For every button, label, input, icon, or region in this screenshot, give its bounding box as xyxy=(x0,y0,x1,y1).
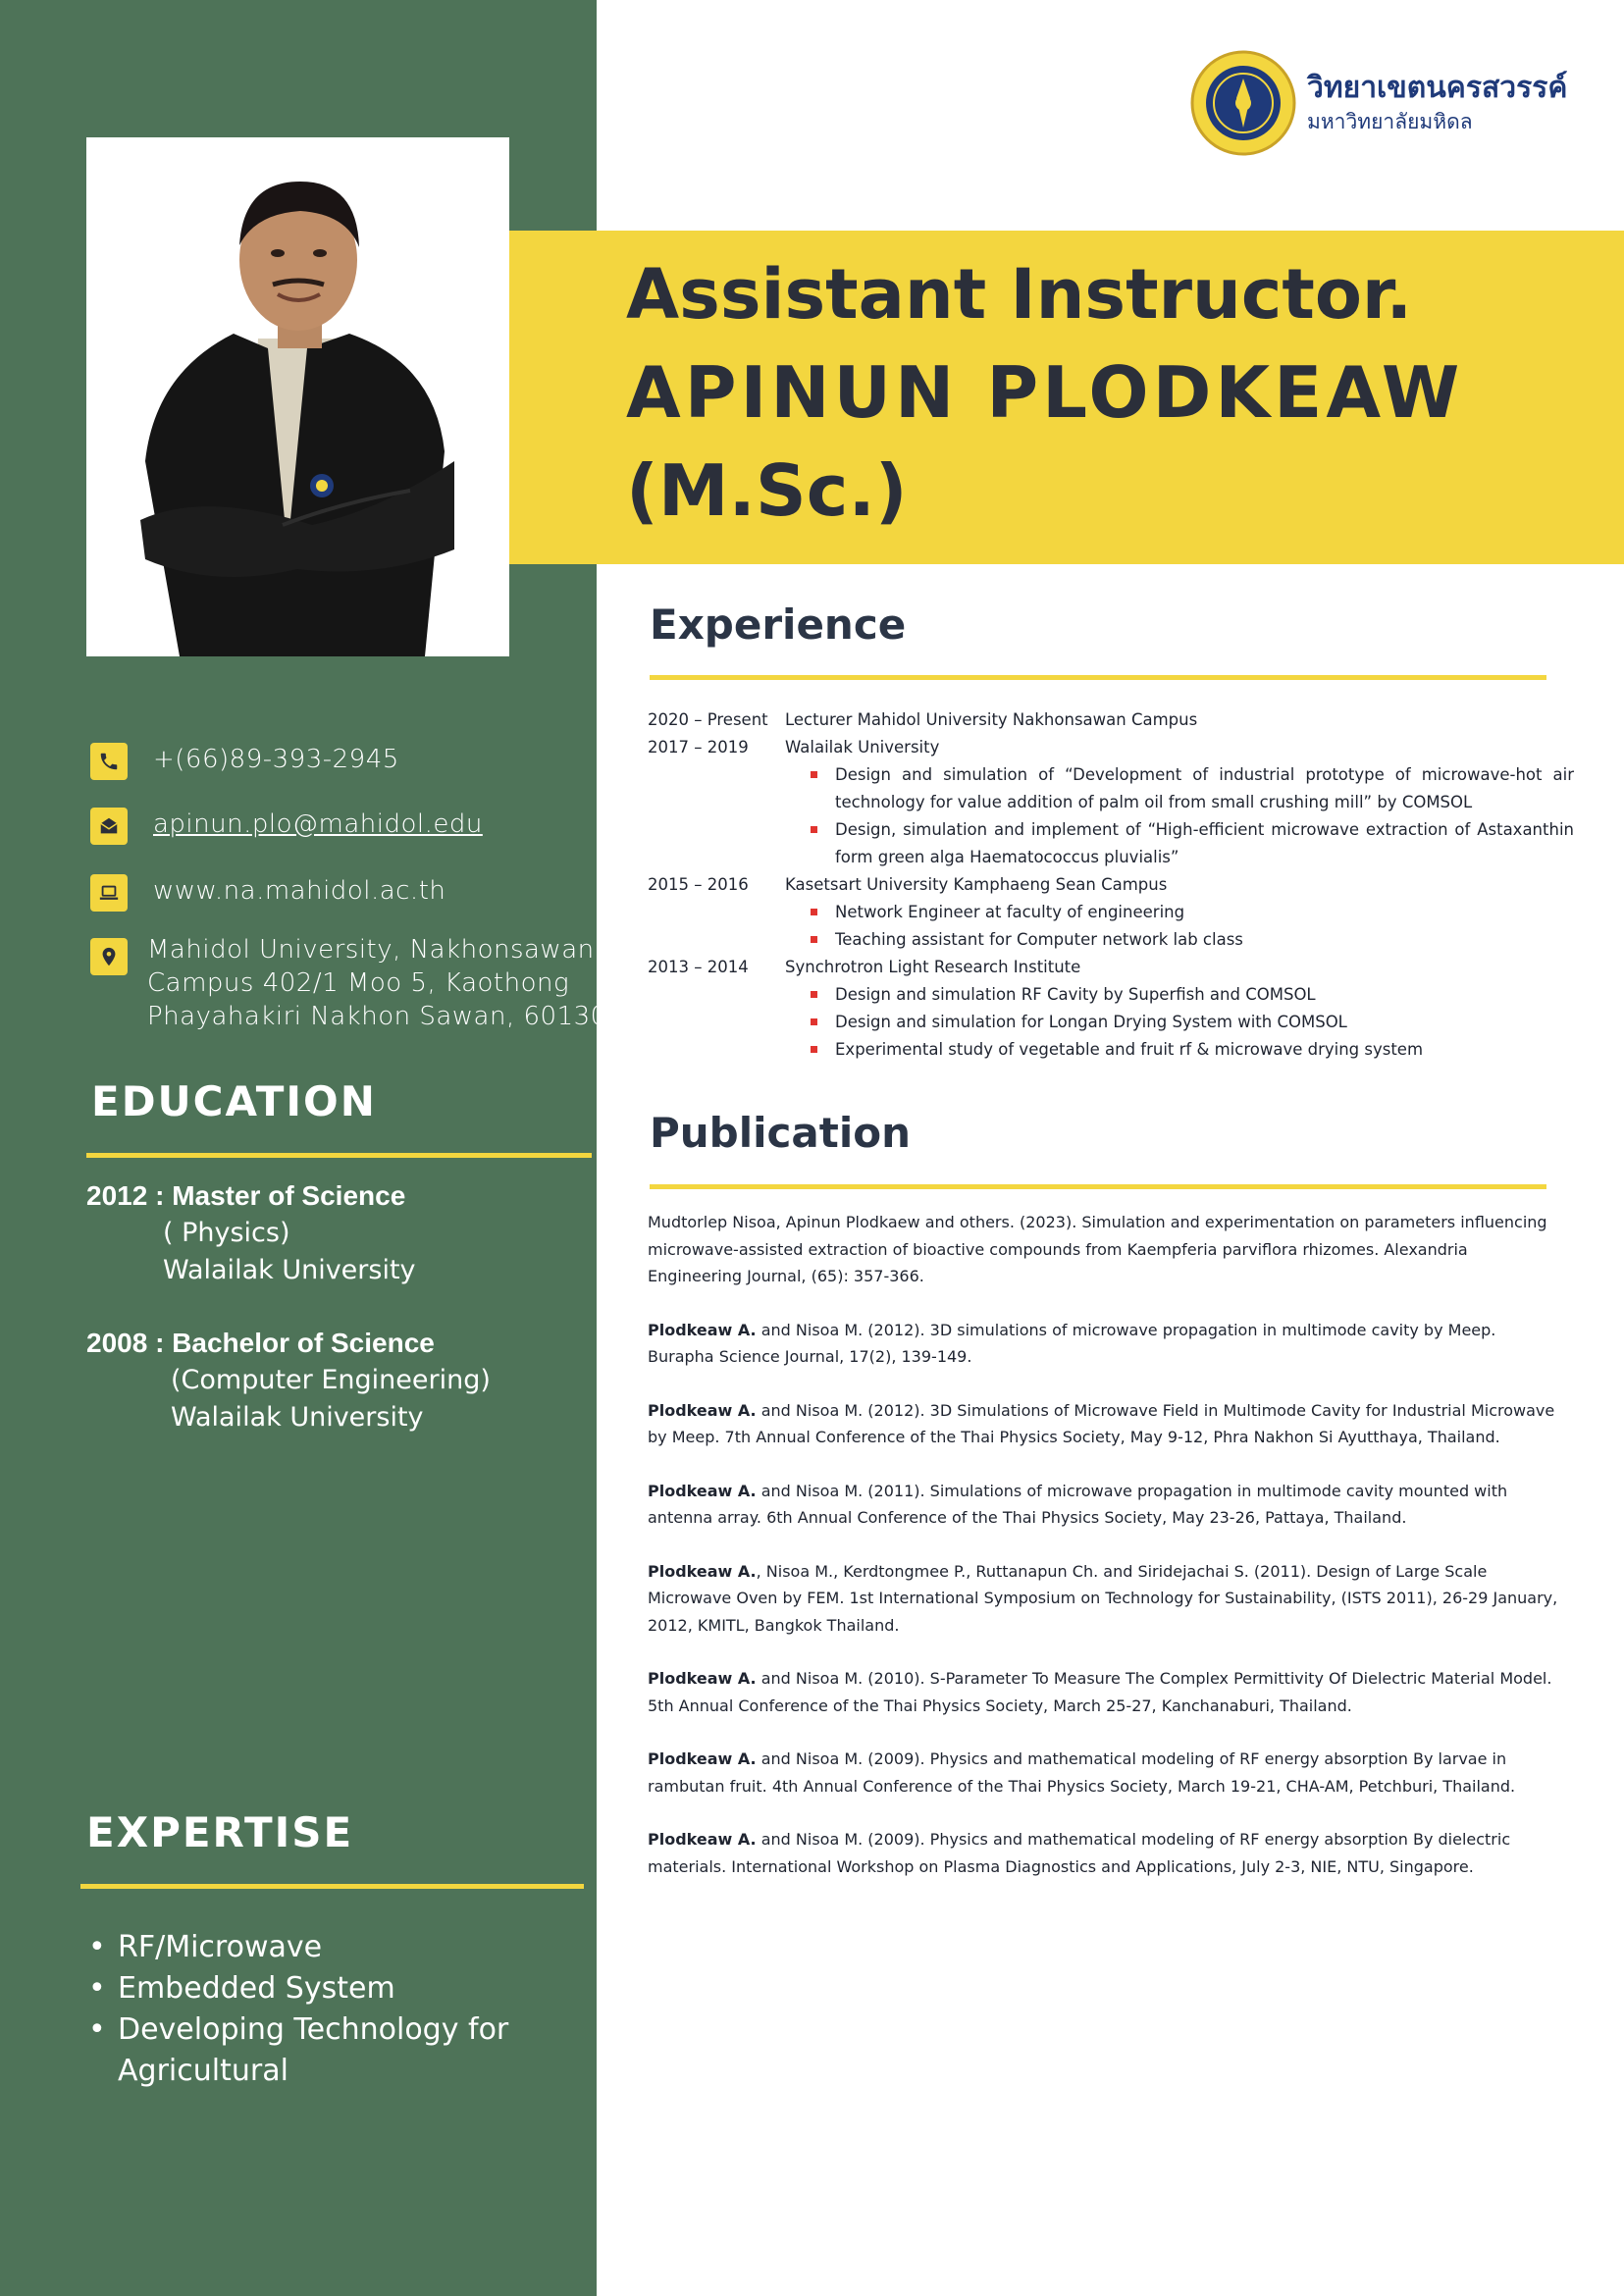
phone-icon xyxy=(90,743,128,780)
education-degree: Bachelor of Science xyxy=(172,1328,435,1358)
publication-text: and Nisoa M. (2012). 3D simulations of microwave propagation in multimode cavity by Meep. Burapha Science Journal, 17(2), 139-149. xyxy=(648,1320,1496,1366)
education-field: ( Physics) xyxy=(163,1218,290,1248)
experience-entry xyxy=(648,871,1574,899)
location-pin-icon xyxy=(90,938,128,975)
publication-text: , Nisoa M., Kerdtongmee P., Ruttanapun Ch. and Siridejachai S. (2011). Design of Large Scale Microwave Oven by FEM. 1st International Symposium on Technology for Sustainability, (ISTS 2011), 26-29 January, 2012, KMITL, Bangkok Thailand. xyxy=(648,1561,1558,1635)
experience-bullet xyxy=(648,761,1574,816)
experience-entry xyxy=(648,734,1574,761)
mail-icon xyxy=(90,808,128,845)
experience-divider xyxy=(650,675,1546,680)
education-school: Walailak University xyxy=(171,1402,424,1433)
experience-bullet-text: Design and simulation for Longan Drying System with COMSOL xyxy=(835,1013,1347,1031)
publication-item xyxy=(648,1826,1560,1880)
education-year: 2008 : xyxy=(86,1328,165,1358)
education-item xyxy=(86,1177,416,1289)
experience-entry xyxy=(648,954,1574,981)
publication-text: and Nisoa M. (2012). 3D Simulations of Microwave Field in Multimode Cavity for Industrial Microwave by Meep. 7th Annual Conference of the Thai Physics Society, May 9-12, Phra Nakhon Si Ayutthaya, Thailand. xyxy=(648,1400,1555,1446)
bullet-square-icon xyxy=(811,991,817,998)
publication-text: and Nisoa M. (2009). Physics and mathematical modeling of RF energy absorption By larvae in rambutan fruit. 4th Annual Conference of the Thai Physics Society, March 19-21, CHA-AM, Petchburi, Thailand. xyxy=(648,1749,1516,1796)
education-school: Walailak University xyxy=(163,1255,416,1285)
experience-list xyxy=(648,706,1574,1064)
publication-author: Plodkeaw A. xyxy=(648,1669,757,1688)
expertise-item: • Developing Technology for xyxy=(88,2009,559,2051)
experience-bullet xyxy=(648,926,1574,954)
experience-org: Kasetsart University Kamphaeng Sean Campus xyxy=(785,875,1168,894)
education-heading: EDUCATION xyxy=(91,1077,377,1125)
education-year: 2012 : xyxy=(86,1180,165,1211)
publication-author: Plodkeaw A. xyxy=(648,1400,757,1420)
publication-item xyxy=(648,1209,1560,1290)
publication-divider xyxy=(650,1184,1546,1189)
experience-org: Walailak University xyxy=(785,738,940,757)
address-line: Campus 402/1 Moo 5, Kaothong xyxy=(147,968,570,998)
profile-photo xyxy=(86,137,509,656)
publication-author: Plodkeaw A. xyxy=(648,1749,757,1768)
education-field: (Computer Engineering) xyxy=(171,1365,491,1395)
logo-university-name: มหาวิทยาลัยมหิดล xyxy=(1307,110,1473,133)
contact-website xyxy=(90,874,445,912)
experience-period: 2015 – 2016 xyxy=(648,875,749,894)
expertise-list xyxy=(88,1927,559,2092)
laptop-icon xyxy=(90,874,128,912)
experience-period: 2013 – 2014 xyxy=(648,958,749,976)
publication-item xyxy=(648,1317,1560,1371)
education-divider xyxy=(86,1153,592,1158)
contact-email xyxy=(90,808,483,845)
experience-bullet xyxy=(648,1036,1574,1064)
experience-bullet xyxy=(648,816,1574,871)
publication-item xyxy=(648,1746,1560,1800)
experience-bullet xyxy=(648,1009,1574,1036)
experience-bullet-text: Design, simulation and implement of “High-efficient microwave extraction of Astaxanthin form green alga Haematococcus pluvialis” xyxy=(835,820,1574,866)
experience-bullet-text: Design and simulation RF Cavity by Superfish and COMSOL xyxy=(835,985,1316,1004)
publication-item xyxy=(648,1478,1560,1532)
expertise-divider xyxy=(80,1884,584,1889)
expertise-item: • RF/Microwave xyxy=(88,1927,559,1968)
address-text xyxy=(147,933,607,1033)
experience-entry xyxy=(648,706,1574,734)
experience-period: 2020 – Present xyxy=(648,710,768,729)
email-link[interactable]: apinun.plo@mahidol.edu xyxy=(153,809,483,839)
publication-item xyxy=(648,1558,1560,1640)
job-title: Assistant Instructor. xyxy=(626,254,1413,335)
experience-org: Lecturer Mahidol University Nakhonsawan Campus xyxy=(785,710,1198,729)
website-link[interactable]: www.na.mahidol.ac.th xyxy=(153,876,446,906)
university-seal-icon xyxy=(1189,49,1297,157)
experience-period: 2017 – 2019 xyxy=(648,738,749,757)
education-item xyxy=(86,1325,491,1436)
university-logo-text xyxy=(1307,70,1567,136)
contact-address xyxy=(90,933,607,1033)
publication-text: Mudtorlep Nisoa, Apinun Plodkaew and others. (2023). Simulation and experimentation on parameters influencing microwave-assisted extraction of bioactive compounds from Kaempferia parviflora rhizomes. Alexandria Engineering Journal, (65): 357-366. xyxy=(648,1213,1547,1285)
bullet-square-icon xyxy=(811,909,817,915)
address-line: Phayahakiri Nakhon Sawan, 60130 xyxy=(147,1002,607,1031)
publication-item xyxy=(648,1665,1560,1719)
university-logo xyxy=(1189,49,1567,157)
publication-text: and Nisoa M. (2010). S-Parameter To Measure The Complex Permittivity Of Dielectric Material Model. 5th Annual Conference of the Thai Physics Society, March 25-27, Kanchanaburi, Thailand. xyxy=(648,1669,1552,1715)
experience-bullet-text: Design and simulation of “Development of industrial prototype of microwave-hot air technology for value addition of palm oil from small crushing mill” by COMSOL xyxy=(835,765,1574,811)
publication-list xyxy=(648,1209,1560,1906)
person-name: APINUN PLODKEAW xyxy=(626,351,1464,434)
expertise-item: • Embedded System xyxy=(88,1968,559,2009)
publication-text: and Nisoa M. (2011). Simulations of microwave propagation in multimode cavity mounted with antenna array. 6th Annual Conference of the Thai Physics Society, May 23-26, Pattaya, Thailand. xyxy=(648,1481,1508,1527)
bullet-square-icon xyxy=(811,936,817,943)
expertise-item-continued: Agricultural xyxy=(118,2054,288,2088)
experience-bullet xyxy=(648,899,1574,926)
publication-author: Plodkeaw A. xyxy=(648,1830,757,1849)
experience-heading: Experience xyxy=(650,600,907,649)
expertise-heading: EXPERTISE xyxy=(86,1808,354,1856)
experience-bullet-text: Network Engineer at faculty of engineering xyxy=(835,903,1185,921)
logo-campus-name: วิทยาเขตนครสวรรค์ xyxy=(1307,71,1568,105)
experience-bullet-text: Experimental study of vegetable and fruit rf & microwave drying system xyxy=(835,1040,1424,1059)
publication-author: Plodkeaw A. xyxy=(648,1561,757,1581)
publication-heading: Publication xyxy=(650,1109,912,1157)
experience-bullet-text: Teaching assistant for Computer network lab class xyxy=(835,930,1243,949)
address-line: Mahidol University, Nakhonsawan xyxy=(147,935,595,965)
publication-text: and Nisoa M. (2009). Physics and mathematical modeling of RF energy absorption By dielectric materials. International Workshop on Plasma Diagnostics and Applications, July 2-3, NIE, NTU, Singapore. xyxy=(648,1830,1511,1876)
publication-item xyxy=(648,1397,1560,1451)
bullet-square-icon xyxy=(811,1018,817,1025)
contact-phone xyxy=(90,743,399,780)
person-degree: (M.Sc.) xyxy=(626,449,908,532)
bullet-square-icon xyxy=(811,1046,817,1053)
bullet-square-icon xyxy=(811,771,817,778)
education-degree: Master of Science xyxy=(172,1180,406,1211)
phone-number[interactable]: +(66)89-393-2945 xyxy=(153,745,399,774)
experience-bullet xyxy=(648,981,1574,1009)
experience-org: Synchrotron Light Research Institute xyxy=(785,958,1081,976)
publication-author: Plodkeaw A. xyxy=(648,1481,757,1500)
publication-author: Plodkeaw A. xyxy=(648,1320,757,1339)
bullet-square-icon xyxy=(811,826,817,833)
